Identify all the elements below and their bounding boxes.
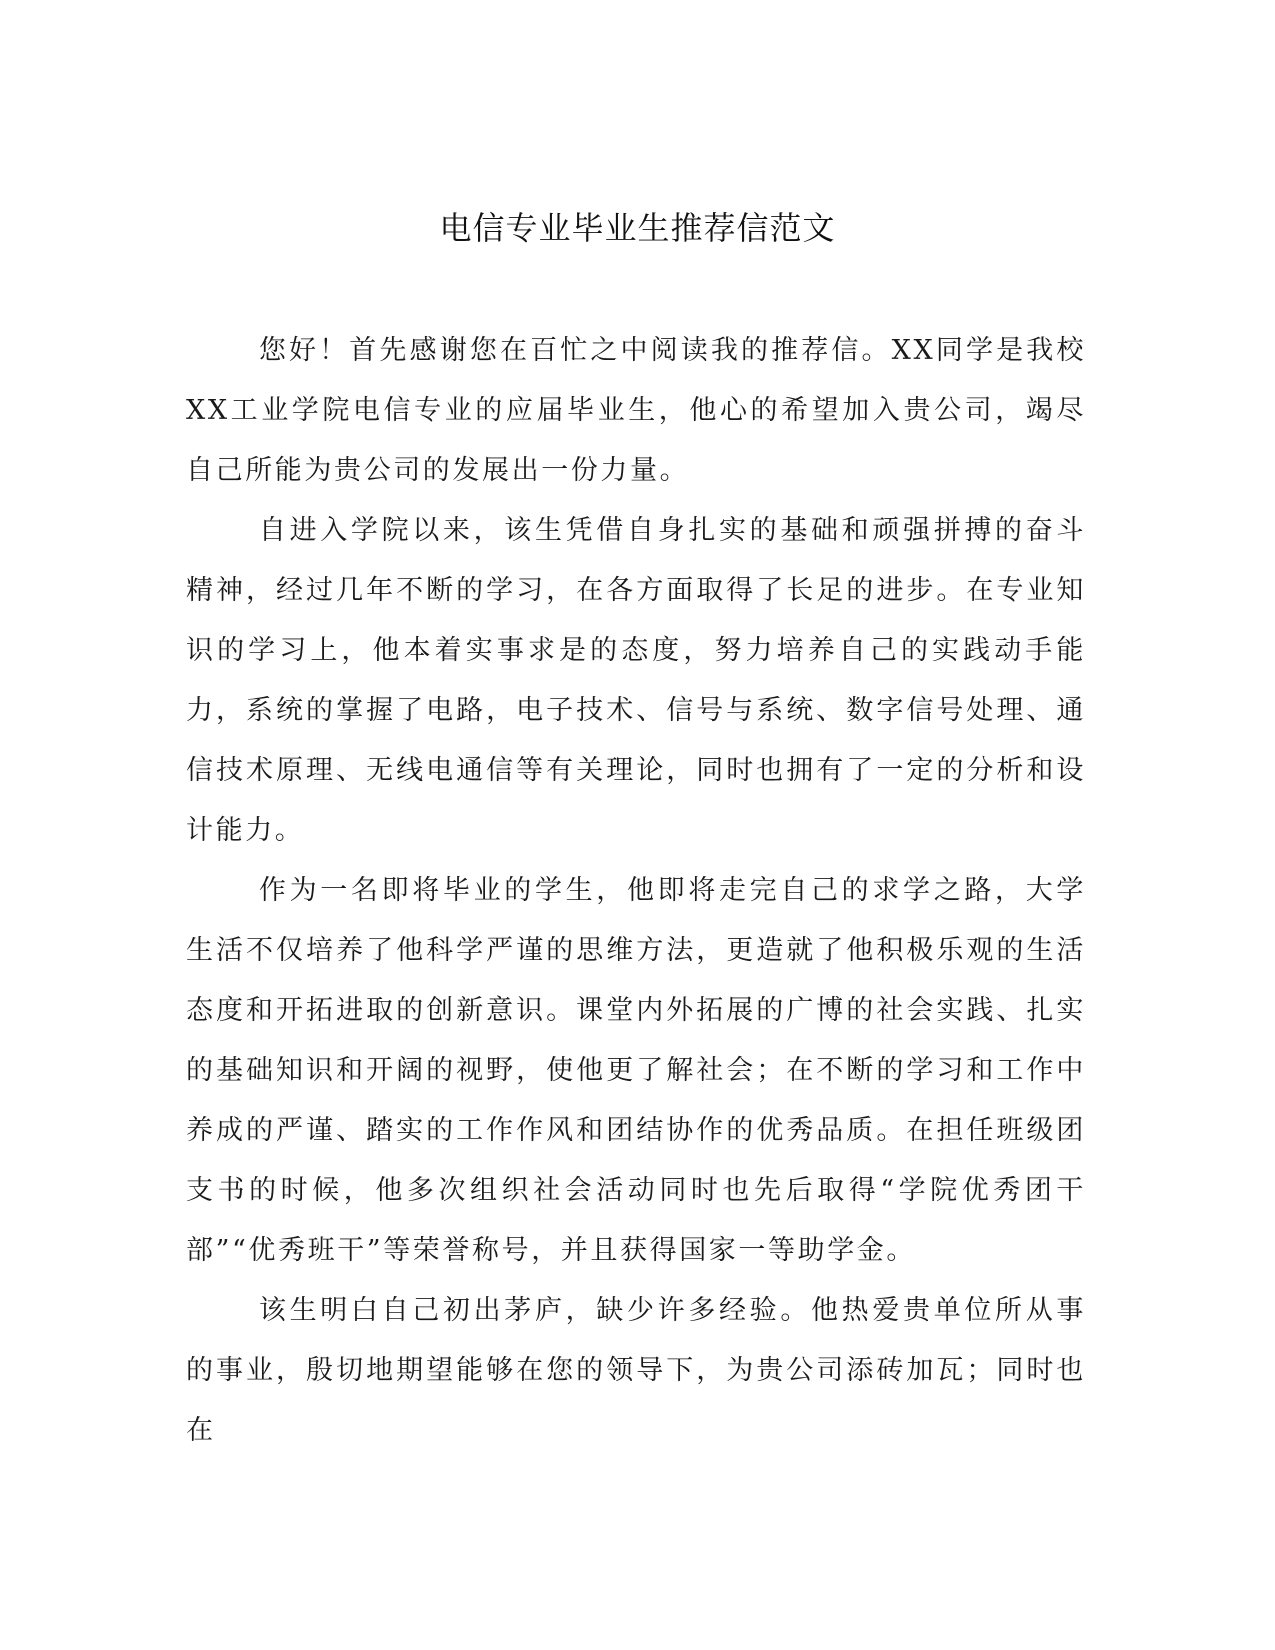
paragraph-academic-progress: 自进入学院以来，该生凭借自身扎实的基础和顽强拼搏的奋斗精神，经过几年不断的学习，在各方面取得了长足的进步。在专业知识的学习上，他本着实事求是的态度，努力培养自己的实践动手能力，系统的掌握了电路，电子技术、信号与系统、数字信号处理、通信技术原理、无线电通信等有关理论，同时也拥有了一定的分析和设计能力。 [186, 515, 1086, 846]
document-body [186, 321, 1086, 1461]
paragraph-student-life: 作为一名即将毕业的学生，他即将走完自己的求学之路，大学生活不仅培养了他科学严谨的思维方法，更造就了他积极乐观的生活态度和开拓进取的创新意识。课堂内外拓展的广博的社会实践、扎实的基础知识和开阔的视野，使他更了解社会；在不断的学习和工作中养成的严谨、踏实的工作作风和团结协作的优秀品质。在担任班级团支书的时候，他多次组织社会活动同时也先后取得“学院优秀团干部”“优秀班干”等荣誉称号，并且获得国家一等助学金。 [186, 875, 1086, 1266]
paragraph-greeting: 您好！首先感谢您在百忙之中阅读我的推荐信。XX同学是我校XX工业学院电信专业的应届毕业生，他心的希望加入贵公司，竭尽自己所能为贵公司的发展出一份力量。 [186, 335, 1086, 486]
document-title: 电信专业毕业生推荐信范文 [439, 209, 836, 247]
paragraph-aspiration: 该生明白自己初出茅庐，缺少许多经验。他热爱贵单位所从事的事业，殷切地期望能够在您的领导下，为贵公司添砖加瓦；同时也在 [186, 1295, 1086, 1446]
